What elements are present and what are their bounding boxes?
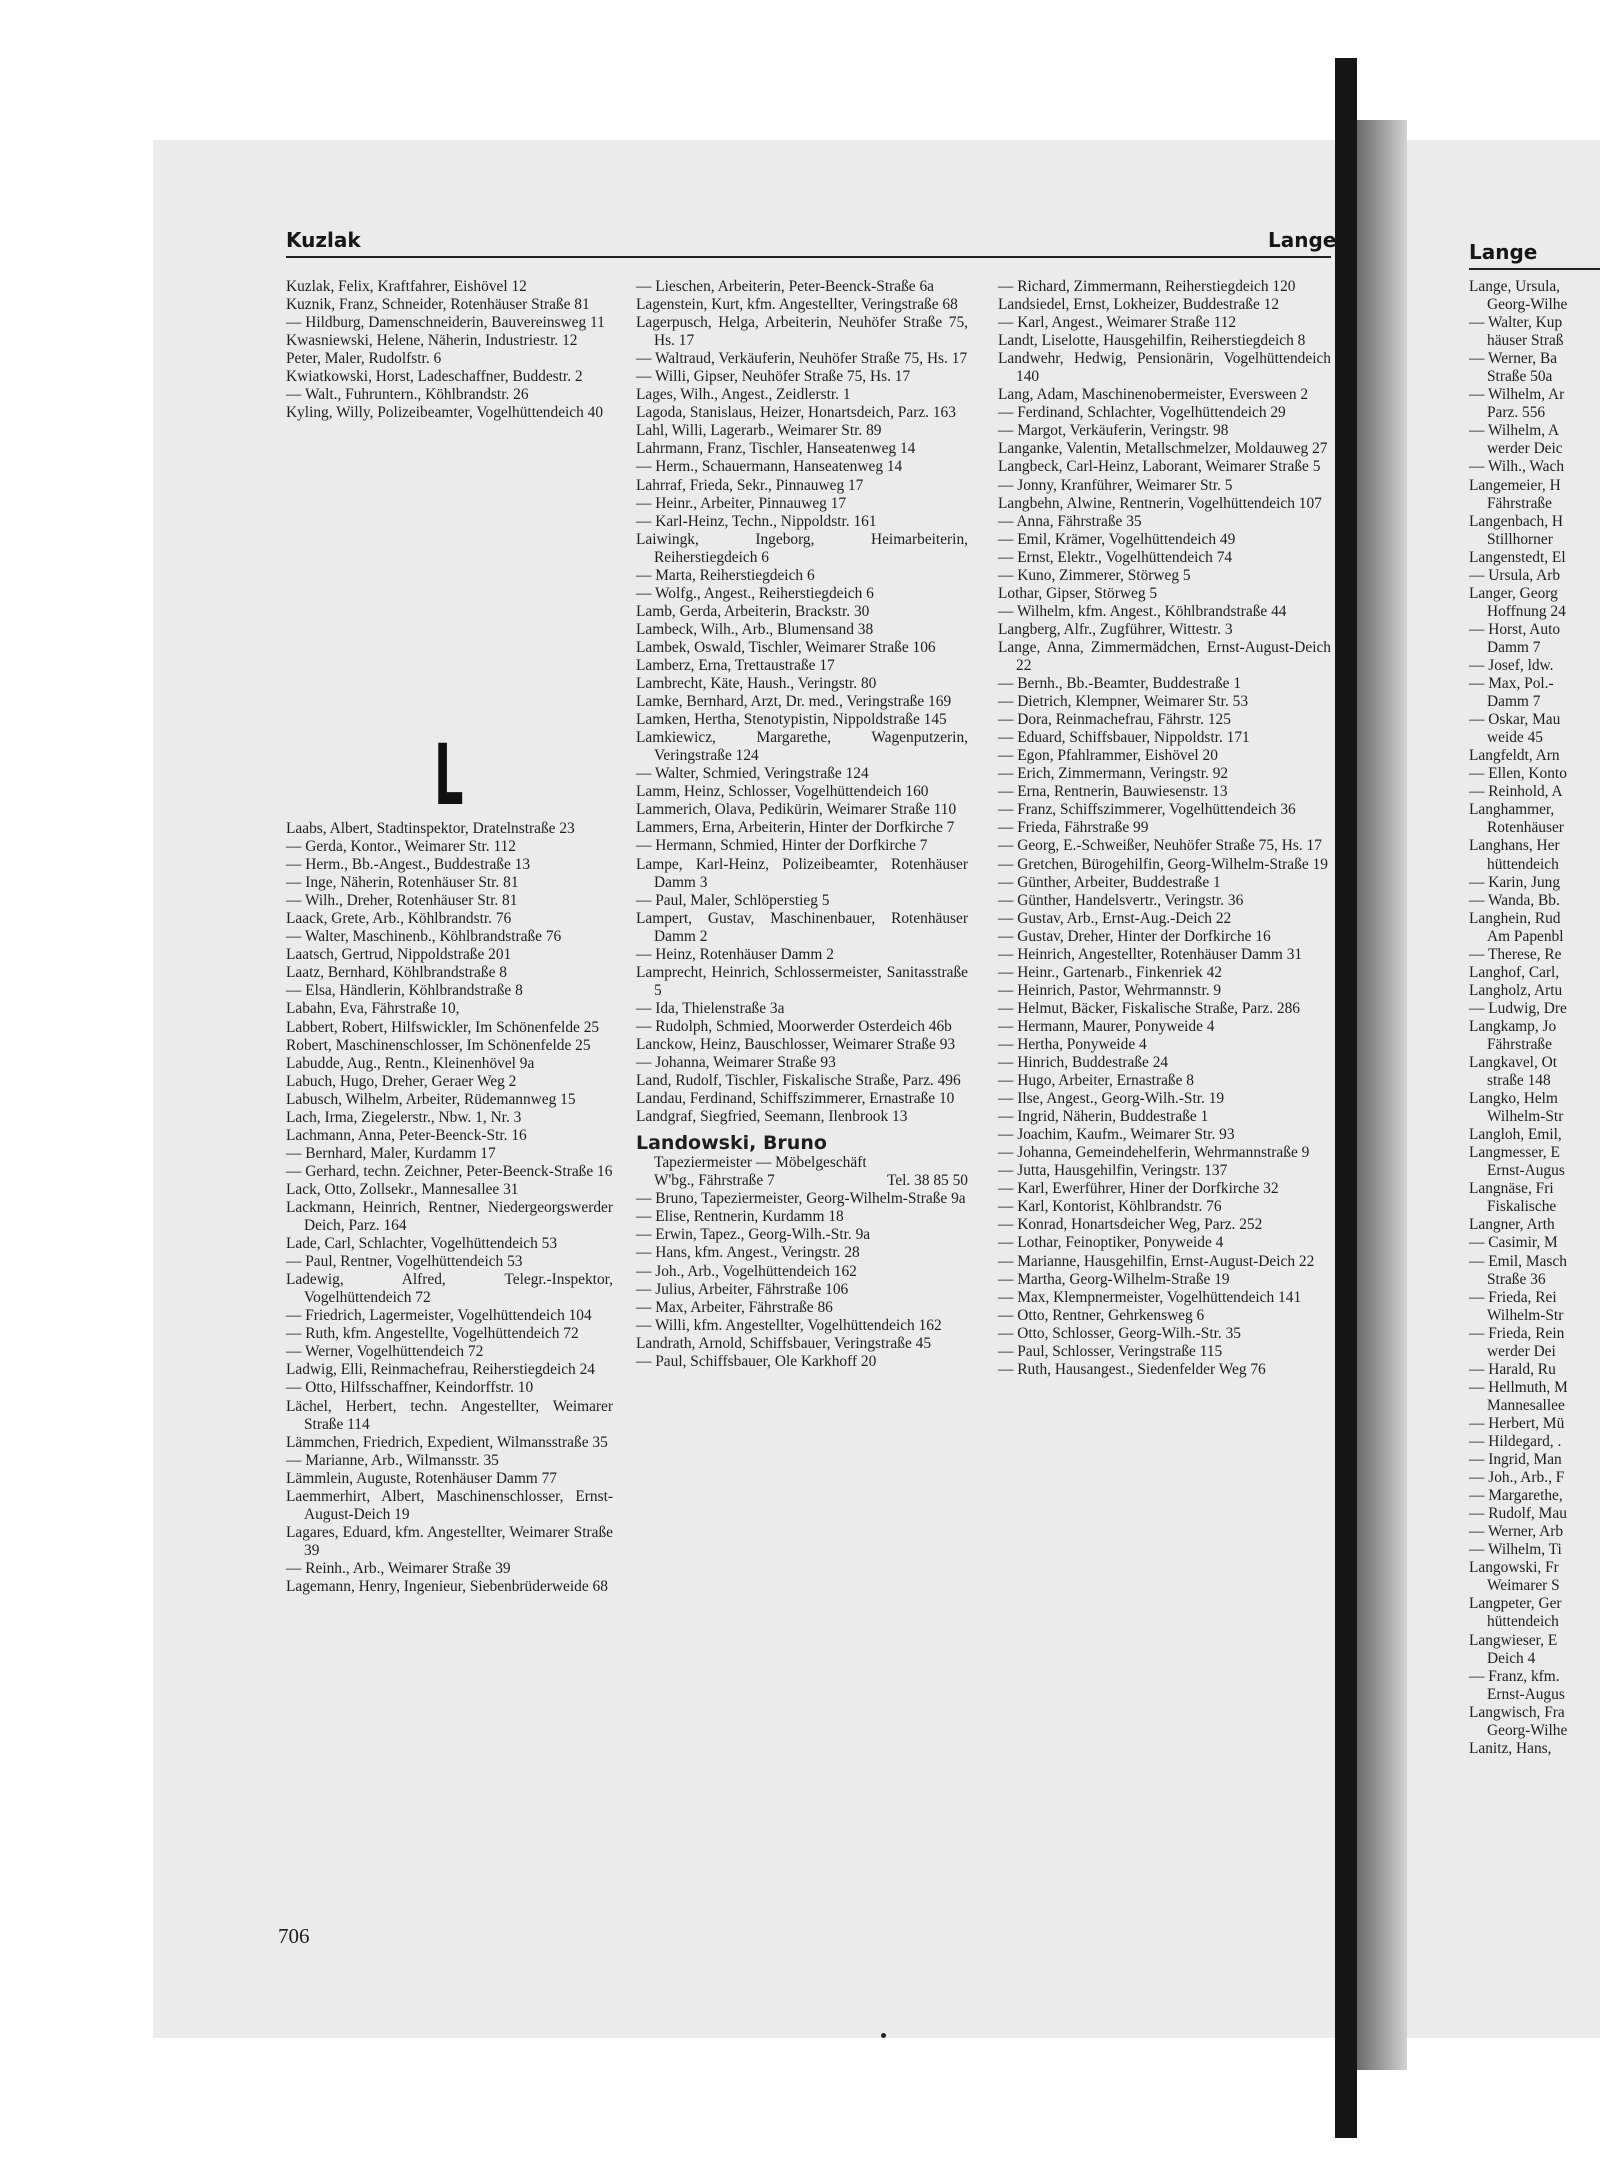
directory-entry: — Ilse, Angest., Georg-Wilh.-Str. 19 — [998, 1090, 1225, 1108]
directory-entry: — Werner, Vogelhüttendeich 72 — [286, 1343, 484, 1361]
running-head-right-page: Lange — [1469, 240, 1538, 264]
directory-entry: — Hinrich, Buddestraße 24 — [998, 1054, 1169, 1072]
directory-entry: Lammers, Erna, Arbeiterin, Hinter der Dorfkirche 7 — [636, 819, 955, 837]
directory-entry-fragment: Lange, Ursula, — [1469, 278, 1561, 295]
directory-entry: Laatsch, Gertrud, Nippoldstraße 201 — [286, 946, 512, 964]
directory-entry-fragment: — Horst, Auto — [1469, 620, 1561, 638]
directory-entry: Laatz, Bernhard, Köhlbrandstraße 8 — [286, 964, 507, 982]
directory-entry: Lanckow, Heinz, Bauschlosser, Weimarer Straße 93 — [636, 1035, 956, 1053]
directory-entry-fragment: Fährstraße — [1487, 494, 1552, 512]
directory-entry-fragment: — Hellmuth, M — [1469, 1378, 1568, 1396]
directory-entry: — Ingrid, Näherin, Buddestraße 1 — [998, 1108, 1209, 1126]
directory-entry: — Gretchen, Bürogehilfin, Georg-Wilhelm-Straße 19 — [998, 855, 1328, 873]
directory-entry: Lack, Otto, Zollsekr., Mannesallee 31 — [286, 1180, 519, 1198]
directory-entry: — Jonny, Kranführer, Weimarer Str. 5 — [998, 476, 1233, 494]
directory-entry: Lages, Wilh., Angest., Zeidlerstr. 1 — [636, 386, 851, 404]
directory-entry-fragment: Langhof, Carl, — [1469, 963, 1560, 981]
directory-entry: Labuch, Hugo, Dreher, Geraer Weg 2 — [286, 1072, 517, 1090]
directory-entry: Landgraf, Siegfried, Seemann, Ilenbrook 13 — [636, 1108, 908, 1126]
directory-entry-fragment: Langnäse, Fri — [1469, 1180, 1554, 1198]
directory-entry: Landwehr, Hedwig, Pensionärin, Vogelhüttendeich 140 — [998, 350, 1331, 386]
directory-entry: — Paul, Schlosser, Veringstraße 115 — [998, 1342, 1223, 1360]
directory-entry: Lamberz, Erna, Trettaustraße 17 — [636, 656, 835, 674]
directory-entry-fragment: häuser Straß — [1487, 332, 1564, 350]
directory-entry: — Dora, Reinmachefrau, Fährstr. 125 — [998, 711, 1231, 729]
running-head-left: Kuzlak — [286, 228, 361, 252]
directory-entry-fragment: — Ellen, Konto — [1469, 765, 1567, 783]
directory-entry-fragment: — Max, Pol.- — [1469, 675, 1554, 693]
directory-entry-fragment: — Ingrid, Man — [1469, 1451, 1562, 1469]
directory-entry-fragment: Langfeldt, Arn — [1469, 747, 1560, 765]
directory-entry: — Paul, Maler, Schlöperstieg 5 — [636, 891, 830, 909]
directory-entry: Lämmchen, Friedrich, Expedient, Wilmansstraße 35 — [286, 1433, 608, 1451]
directory-entry: Laabs, Albert, Stadtinspektor, Dratelnstraße 23 — [286, 820, 575, 837]
ad-line-1: Tapeziermeister — Möbelgeschäft — [654, 1154, 867, 1172]
directory-entry-fragment: werder Dei — [1487, 1342, 1556, 1360]
directory-entry: — Inge, Näherin, Rotenhäuser Str. 81 — [286, 874, 519, 892]
directory-entry: — Karl, Ewerführer, Hiner der Dorfkirche 32 — [998, 1180, 1279, 1198]
directory-entry: — Hermann, Schmied, Hinter der Dorfkirche 7 — [636, 837, 928, 855]
directory-entry: — Hermann, Maurer, Ponyweide 4 — [998, 1017, 1215, 1035]
directory-entry-fragment: Langowski, Fr — [1469, 1559, 1559, 1577]
directory-entry: — Waltraud, Verkäuferin, Neuhöfer Straße 75, Hs. 17 — [636, 350, 968, 368]
directory-entry: Lämmlein, Auguste, Rotenhäuser Damm 77 — [286, 1469, 557, 1487]
directory-entry: Lamken, Hertha, Stenotypistin, Nippoldstraße 145 — [636, 711, 947, 729]
directory-entry: — Kuno, Zimmerer, Störweg 5 — [998, 566, 1191, 584]
directory-entry: Lamb, Gerda, Arbeiterin, Brackstr. 30 — [636, 602, 870, 620]
directory-entry-fragment: — Therese, Re — [1469, 945, 1562, 963]
directory-entry-fragment: — Walter, Kup — [1469, 314, 1563, 332]
directory-entry-fragment: — Werner, Arb — [1469, 1523, 1564, 1541]
directory-entry: Ladwig, Elli, Reinmachefrau, Reiherstiegdeich 24 — [286, 1361, 595, 1379]
directory-entry: — Heinz, Rotenhäuser Damm 2 — [636, 945, 834, 963]
book-binding — [1335, 58, 1357, 2138]
directory-entry: — Wilhelm, kfm. Angest., Köhlbrandstraße 44 — [998, 602, 1287, 620]
directory-entry: — Friedrich, Lagermeister, Vogelhüttendeich 104 — [286, 1307, 592, 1325]
directory-entry: — Heinrich, Angestellter, Rotenhäuser Damm 31 — [998, 945, 1303, 963]
directory-entry-fragment: Damm 7 — [1487, 638, 1541, 656]
directory-entry: Laiwingk, Ingeborg, Heimarbeiterin, Reiherstiegdeich 6 — [636, 530, 968, 566]
directory-entry-fragment: Langenstedt, El — [1469, 548, 1566, 566]
directory-entry-fragment: Langpeter, Ger — [1469, 1595, 1562, 1613]
directory-entry: Lang, Adam, Maschinenobermeister, Eversween 2 — [998, 386, 1309, 404]
directory-entry: Labusch, Wilhelm, Arbeiter, Rüdemannweg 15 — [286, 1090, 576, 1108]
directory-entry: — Marianne, Hausgehilfin, Ernst-August-Deich 22 — [998, 1252, 1315, 1270]
directory-entry-fragment: Langner, Arth — [1469, 1216, 1555, 1234]
directory-entry-fragment: Langemeier, H — [1469, 476, 1561, 494]
scan-dot — [881, 2033, 886, 2038]
directory-entry-fragment: Langholz, Artu — [1469, 981, 1563, 999]
directory-entry-fragment: Parz. 556 — [1487, 404, 1546, 422]
directory-entry: Lächel, Herbert, techn. Angestellter, Weimarer Straße 114 — [286, 1397, 613, 1433]
directory-entry: — Franz, Schiffszimmerer, Vogelhüttendeich 36 — [998, 801, 1296, 819]
directory-entry-fragment: — Reinhold, A — [1469, 783, 1563, 801]
directory-entry-fragment: Langkavel, Ot — [1469, 1054, 1558, 1072]
directory-entry-fragment: Georg-Wilhe — [1487, 296, 1568, 314]
directory-entry: Lackmann, Heinrich, Rentner, Niedergeorgswerder Deich, Parz. 164 — [286, 1198, 613, 1235]
directory-entry: — Gerda, Kontor., Weimarer Str. 112 — [286, 838, 517, 856]
directory-entry: — Rudolph, Schmied, Moorwerder Osterdeich 46b — [636, 1017, 952, 1035]
directory-entry-fragment: — Franz, kfm. — [1469, 1667, 1560, 1685]
page-number: 706 — [278, 1924, 310, 1948]
directory-entry: — Max, Arbeiter, Fährstraße 86 — [636, 1298, 833, 1316]
directory-entry: — Ferdinand, Schlachter, Vogelhüttendeich 29 — [998, 404, 1286, 422]
directory-entry: — Elsa, Händlerin, Köhlbrandstraße 8 — [286, 982, 523, 1000]
directory-entry-fragment: — Wilhelm, Ti — [1469, 1541, 1562, 1559]
directory-entry: Langanke, Valentin, Metallschmelzer, Moldauweg 27 — [998, 440, 1328, 458]
header-rule — [286, 256, 1331, 258]
directory-entry: — Hertha, Ponyweide 4 — [998, 1035, 1147, 1053]
directory-entry-fragment: — Wilhelm, A — [1469, 422, 1560, 440]
directory-entry: Langbehn, Alwine, Rentnerin, Vogelhüttendeich 107 — [998, 494, 1322, 512]
directory-entry: — Gustav, Dreher, Hinter der Dorfkirche 16 — [998, 927, 1271, 945]
directory-entry: Langberg, Alfr., Zugführer, Wittestr. 3 — [998, 620, 1233, 638]
directory-entry: — Max, Klempnermeister, Vogelhüttendeich 141 — [998, 1288, 1302, 1306]
directory-entry: Lachmann, Anna, Peter-Beenck-Str. 16 — [286, 1126, 527, 1144]
directory-entry: Lambrecht, Käte, Haush., Veringstr. 80 — [636, 675, 877, 693]
directory-entry: — Lieschen, Arbeiterin, Peter-Beenck-Straße 6a — [636, 278, 934, 295]
directory-entry: — Wolfg., Angest., Reiherstiegdeich 6 — [636, 584, 874, 602]
directory-entry: — Paul, Rentner, Vogelhüttendeich 53 — [286, 1253, 523, 1271]
directory-entry-fragment: Langwieser, E — [1469, 1631, 1558, 1649]
directory-entry: Lamke, Bernhard, Arzt, Dr. med., Veringstraße 169 — [636, 693, 952, 711]
directory-entry: — Heinrich, Pastor, Wehrmannstr. 9 — [998, 981, 1222, 999]
running-head-right: Lange — [1268, 228, 1337, 252]
directory-entry-fragment: — Wilhelm, Ar — [1469, 386, 1565, 404]
directory-entry: Lagemann, Henry, Ingenieur, Siebenbrüderweide 68 — [286, 1577, 608, 1595]
directory-entry-fragment: Langer, Georg — [1469, 584, 1558, 602]
directory-entry: — Herm., Bb.-Angest., Buddestraße 13 — [286, 856, 531, 874]
directory-entry: — Bruno, Tapeziermeister, Georg-Wilhelm-Straße 9a — [636, 1190, 966, 1208]
directory-entry: Lambeck, Wilh., Arb., Blumensand 38 — [636, 620, 874, 638]
directory-entry: — Lothar, Feinoptiker, Ponyweide 4 — [998, 1234, 1224, 1252]
directory-entry: Lange, Anna, Zimmermädchen, Ernst-August-Deich 22 — [998, 638, 1331, 674]
directory-entry: — Karl, Kontorist, Köhlbrandstr. 76 — [998, 1198, 1222, 1216]
directory-entry-fragment: — Casimir, M — [1469, 1234, 1558, 1252]
directory-entry-fragment: — Frieda, Rei — [1469, 1288, 1557, 1306]
directory-entry: Robert, Maschinenschlosser, Im Schönenfelde 25 — [286, 1036, 591, 1054]
directory-entry-fragment: straße 148 — [1487, 1072, 1551, 1090]
directory-entry: — Anna, Fährstraße 35 — [998, 512, 1142, 530]
directory-entry: Lagenstein, Kurt, kfm. Angestellter, Veringstraße 68 — [636, 296, 958, 314]
directory-entry: Kyling, Willy, Polizeibeamter, Vogelhüttendeich 40 — [286, 404, 604, 422]
directory-entry: Lambek, Oswald, Tischler, Weimarer Straße 106 — [636, 638, 936, 656]
directory-entry: — Johanna, Gemeindehelferin, Wehrmannstraße 9 — [998, 1144, 1310, 1162]
directory-entry-fragment: hüttendeich — [1487, 855, 1559, 873]
directory-entry: — Karl-Heinz, Techn., Nippoldstr. 161 — [636, 512, 877, 530]
directory-entry: — Ida, Thielenstraße 3a — [636, 999, 785, 1017]
directory-entry: — Otto, Schlosser, Georg-Wilh.-Str. 35 — [998, 1324, 1242, 1342]
directory-entry: Lagerpusch, Helga, Arbeiterin, Neuhöfer Straße 75, Hs. 17 — [636, 314, 968, 350]
directory-entry: — Erna, Rentnerin, Bauwiesenstr. 13 — [998, 783, 1228, 801]
directory-entry: — Reinh., Arb., Weimarer Straße 39 — [286, 1559, 511, 1577]
directory-entry: Lampe, Karl-Heinz, Polizeibeamter, Rotenhäuser Damm 3 — [636, 855, 968, 891]
directory-entry: — Jutta, Hausgehilfin, Veringstr. 137 — [998, 1162, 1228, 1180]
directory-entry: — Dietrich, Klempner, Weimarer Str. 53 — [998, 693, 1249, 711]
directory-entry: Landrath, Arnold, Schiffsbauer, Veringstraße 45 — [636, 1334, 932, 1352]
directory-entry-fragment: werder Deic — [1487, 440, 1563, 458]
directory-entry: — Gustav, Arb., Ernst-Aug.-Deich 22 — [998, 909, 1232, 927]
directory-entry: — Günther, Arbeiter, Buddestraße 1 — [998, 873, 1221, 891]
directory-entry: — Joh., Arb., Vogelhüttendeich 162 — [636, 1262, 857, 1280]
column-1-bottom — [286, 820, 613, 1596]
column-1-top — [286, 278, 613, 422]
directory-entry: — Johanna, Weimarer Straße 93 — [636, 1054, 836, 1072]
ad-name: Landowski, Bruno — [636, 1132, 827, 1155]
directory-entry-fragment: Langloh, Emil, — [1469, 1126, 1562, 1144]
directory-entry: — Martha, Georg-Wilhelm-Straße 19 — [998, 1270, 1230, 1288]
directory-entry: — Willi, Gipser, Neuhöfer Straße 75, Hs. 17 — [636, 368, 911, 386]
directory-entry: Lahrraf, Frieda, Sekr., Pinnauweg 17 — [636, 476, 864, 494]
directory-entry-fragment: Langhein, Rud — [1469, 909, 1561, 927]
column-2 — [636, 278, 968, 1371]
directory-entry: Langbeck, Carl-Heinz, Laborant, Weimarer Straße 5 — [998, 458, 1321, 476]
directory-entry-fragment: Fährstraße — [1487, 1035, 1552, 1053]
directory-entry-fragment: Langhammer, — [1469, 801, 1555, 819]
directory-entry-fragment: — Margarethe, — [1469, 1487, 1563, 1505]
directory-entry: — Gerhard, techn. Zeichner, Peter-Beenck-Straße 16 — [286, 1162, 613, 1180]
directory-entry-fragment: Straße 36 — [1487, 1270, 1546, 1288]
directory-entry: Lach, Irma, Ziegelerstr., Nbw. 1, Nr. 3 — [286, 1108, 522, 1126]
directory-entry-fragment: Langkamp, Jo — [1469, 1017, 1557, 1035]
directory-entry-fragment: Langko, Helm — [1469, 1090, 1558, 1108]
directory-entry: Laemmerhirt, Albert, Maschinenschlosser, Ernst-August-Deich 19 — [286, 1487, 613, 1523]
directory-entry: Laack, Grete, Arb., Köhlbrandstr. 76 — [286, 910, 512, 928]
directory-entry: — Karl, Angest., Weimarer Straße 112 — [998, 314, 1237, 332]
advertisement-block — [636, 1134, 968, 1190]
directory-entry-fragment: Damm 7 — [1487, 693, 1541, 711]
directory-entry: — Elise, Rentnerin, Kurdamm 18 — [636, 1208, 844, 1226]
directory-entry-fragment: — Wilh., Wach — [1469, 458, 1565, 476]
directory-entry: — Erwin, Tapez., Georg-Wilh.-Str. 9a — [636, 1226, 871, 1244]
page-gutter-shadow — [1357, 120, 1407, 2070]
directory-entry: — Egon, Pfahlrammer, Eishövel 20 — [998, 747, 1218, 765]
directory-entry-fragment: Wilhelm-Str — [1487, 1306, 1564, 1324]
directory-entry: Lagares, Eduard, kfm. Angestellter, Weimarer Straße 39 — [286, 1523, 613, 1559]
directory-entry: — Eduard, Schiffsbauer, Nippoldstr. 171 — [998, 729, 1250, 747]
directory-entry: Lahl, Willi, Lagerarb., Weimarer Str. 89 — [636, 422, 882, 440]
directory-entry: Lamkiewicz, Margarethe, Wagenputzerin, Veringstraße 124 — [636, 729, 968, 765]
directory-entry-fragment: Straße 50a — [1487, 368, 1553, 386]
directory-entry: Landau, Ferdinand, Schiffszimmerer, Ernastraße 10 — [636, 1090, 955, 1108]
directory-entry: — Marianne, Arb., Wilmansstr. 35 — [286, 1451, 499, 1469]
directory-entry: — Otto, Rentner, Gehrkensweg 6 — [998, 1306, 1205, 1324]
directory-entry: Kuznik, Franz, Schneider, Rotenhäuser Straße 81 — [286, 296, 590, 314]
directory-entry: Lampert, Gustav, Maschinenbauer, Rotenhäuser Damm 2 — [636, 909, 968, 945]
directory-entry: Labudde, Aug., Rentn., Kleinenhövel 9a — [286, 1054, 535, 1072]
directory-entry: Labahn, Eva, Fährstraße 10, — [286, 1000, 460, 1018]
directory-entry: Lahrmann, Franz, Tischler, Hanseatenweg 14 — [636, 440, 916, 458]
directory-entry-fragment: — Werner, Ba — [1469, 350, 1558, 368]
directory-entry-fragment: Stillhorner — [1487, 530, 1553, 548]
directory-entry: — Walter, Schmied, Veringstraße 124 — [636, 765, 869, 783]
directory-entry: — Walt., Fuhruntern., Köhlbrandstr. 26 — [286, 386, 529, 404]
directory-entry: Lammerich, Olava, Pedikürin, Weimarer Straße 110 — [636, 801, 957, 819]
directory-entry: — Hugo, Arbeiter, Ernastraße 8 — [998, 1072, 1194, 1090]
directory-entry: Landt, Liselotte, Hausgehilfin, Reiherstiegdeich 8 — [998, 332, 1306, 350]
directory-entry: — Emil, Krämer, Vogelhüttendeich 49 — [998, 530, 1236, 548]
right-page-column — [1469, 278, 1600, 1758]
directory-entry-fragment: — Hildegard, . — [1469, 1433, 1562, 1450]
directory-entry-fragment: Weimarer S — [1487, 1577, 1560, 1595]
ad-line-2 — [654, 1172, 968, 1190]
directory-entry-fragment: — Rudolf, Mau — [1469, 1505, 1567, 1523]
directory-entry: — Heinr., Arbeiter, Pinnauweg 17 — [636, 494, 847, 512]
directory-entry-fragment: — Wanda, Bb. — [1469, 891, 1560, 909]
directory-entry: — Walter, Maschinenb., Köhlbrandstraße 76 — [286, 928, 562, 946]
directory-entry: — Bernhard, Maler, Kurdamm 17 — [286, 1144, 496, 1162]
directory-entry-fragment: Georg-Wilhe — [1487, 1721, 1568, 1739]
directory-entry: — Herm., Schauermann, Hanseatenweg 14 — [636, 458, 903, 476]
directory-entry: — Ruth, kfm. Angestellte, Vogelhüttendeich 72 — [286, 1325, 579, 1343]
directory-entry: Labbert, Robert, Hilfswickler, Im Schönenfelde 25 — [286, 1018, 600, 1036]
directory-entry: — Richard, Zimmermann, Reiherstiegdeich 120 — [998, 278, 1296, 295]
directory-entry: — Willi, kfm. Angestellter, Vogelhüttendeich 162 — [636, 1316, 942, 1334]
directory-entry: — Bernh., Bb.-Beamter, Buddestraße 1 — [998, 675, 1242, 693]
directory-entry-fragment: Hoffnung 24 — [1487, 602, 1566, 620]
directory-entry-fragment: weide 45 — [1487, 729, 1543, 747]
directory-entry-fragment: Rotenhäuser — [1487, 819, 1564, 837]
directory-entry: Ladewig, Alfred, Telegr.-Inspektor, Vogelhüttendeich 72 — [286, 1271, 613, 1307]
directory-entry: — Margot, Verkäuferin, Veringstr. 98 — [998, 422, 1229, 440]
directory-entry-fragment: hüttendeich — [1487, 1613, 1559, 1631]
directory-entry-fragment: — Herbert, Mü — [1469, 1414, 1565, 1432]
directory-entry-fragment: — Karin, Jung — [1469, 873, 1561, 891]
directory-entry: — Helmut, Bäcker, Fiskalische Straße, Parz. 286 — [998, 999, 1300, 1017]
directory-entry: — Hildburg, Damenschneiderin, Bauvereinsweg 11 — [286, 314, 605, 332]
directory-entry: — Paul, Schiffsbauer, Ole Karkhoff 20 — [636, 1352, 877, 1370]
directory-entry: Lamm, Heinz, Schlosser, Vogelhüttendeich 160 — [636, 783, 929, 801]
ad-address: W'bg., Fährstraße 7 — [654, 1172, 775, 1190]
directory-entry: — Frieda, Fährstraße 99 — [998, 819, 1149, 837]
ad-phone: Tel. 38 85 50 — [887, 1172, 968, 1190]
directory-entry-fragment: — Ludwig, Dre — [1469, 999, 1567, 1017]
directory-entry-fragment: — Ursula, Arb — [1469, 566, 1561, 584]
directory-entry-fragment: Deich 4 — [1487, 1649, 1536, 1667]
directory-entry: — Hans, kfm. Angest., Veringstr. 28 — [636, 1244, 860, 1262]
directory-entry-fragment: Fiskalische — [1487, 1198, 1557, 1216]
directory-entry: Kwiatkowski, Horst, Ladeschaffner, Buddestr. 2 — [286, 368, 583, 386]
directory-entry: — Wilh., Dreher, Rotenhäuser Str. 81 — [286, 892, 518, 910]
directory-entry-fragment: — Josef, ldw. — [1469, 656, 1554, 674]
directory-entry: — Georg, E.-Schweißer, Neuhöfer Straße 75, Hs. 17 — [998, 837, 1322, 855]
directory-entry: — Ernst, Elektr., Vogelhüttendeich 74 — [998, 548, 1233, 566]
directory-entry: Kwasniewski, Helene, Näherin, Industriestr. 12 — [286, 332, 578, 350]
directory-entry-fragment: Ernst-Augus — [1487, 1162, 1565, 1180]
directory-entry: — Otto, Hilfsschaffner, Keindorffstr. 10 — [286, 1379, 534, 1397]
directory-entry-fragment: — Harald, Ru — [1469, 1360, 1556, 1378]
directory-entry: — Erich, Zimmermann, Veringstr. 92 — [998, 765, 1229, 783]
directory-entry-fragment: Wilhelm-Str — [1487, 1108, 1564, 1126]
directory-entry: — Konrad, Honartsdeicher Weg, Parz. 252 — [998, 1216, 1263, 1234]
directory-entry: — Joachim, Kaufm., Weimarer Str. 93 — [998, 1126, 1235, 1144]
directory-entry-fragment: Langenbach, H — [1469, 512, 1564, 530]
directory-entry: — Ruth, Hausangest., Siedenfelder Weg 76 — [998, 1360, 1266, 1378]
directory-entry-fragment: — Frieda, Rein — [1469, 1324, 1565, 1342]
section-letter: L — [434, 726, 464, 824]
directory-entry-fragment: Langhans, Her — [1469, 837, 1560, 855]
directory-entry: Peter, Maler, Rudolfstr. 6 — [286, 350, 442, 368]
directory-entry-fragment: — Emil, Masch — [1469, 1252, 1567, 1270]
header-rule-right-page — [1469, 268, 1600, 270]
directory-entry: Landsiedel, Ernst, Lokheizer, Buddestraße 12 — [998, 296, 1280, 314]
directory-entry: Kuzlak, Felix, Kraftfahrer, Eishövel 12 — [286, 278, 527, 295]
directory-entry: Lamprecht, Heinrich, Schlossermeister, Sanitasstraße 5 — [636, 963, 968, 999]
directory-entry-fragment: Mannesallee — [1487, 1396, 1565, 1414]
directory-entry-fragment: Am Papenbl — [1487, 927, 1564, 945]
directory-entry-fragment: Langwisch, Fra — [1469, 1703, 1565, 1721]
directory-entry: — Günther, Handelsvertr., Veringstr. 36 — [998, 891, 1244, 909]
directory-entry-fragment: Lanitz, Hans, — [1469, 1739, 1552, 1757]
directory-entry: — Heinr., Gartenarb., Finkenriek 42 — [998, 963, 1222, 981]
directory-entry: — Marta, Reiherstiegdeich 6 — [636, 566, 815, 584]
directory-entry: Lothar, Gipser, Störweg 5 — [998, 584, 1158, 602]
directory-entry-fragment: — Oskar, Mau — [1469, 711, 1561, 729]
directory-entry: Lagoda, Stanislaus, Heizer, Honartsdeich, Parz. 163 — [636, 404, 956, 422]
directory-entry: Lade, Carl, Schlachter, Vogelhüttendeich 53 — [286, 1235, 558, 1253]
directory-entry-fragment: — Joh., Arb., F — [1469, 1469, 1565, 1487]
directory-entry-fragment: Ernst-Augus — [1487, 1685, 1565, 1703]
directory-entry-fragment: Langmesser, E — [1469, 1144, 1560, 1162]
directory-entry: — Julius, Arbeiter, Fährstraße 106 — [636, 1280, 849, 1298]
directory-entry: Land, Rudolf, Tischler, Fiskalische Straße, Parz. 496 — [636, 1072, 961, 1090]
column-3 — [998, 278, 1331, 1379]
